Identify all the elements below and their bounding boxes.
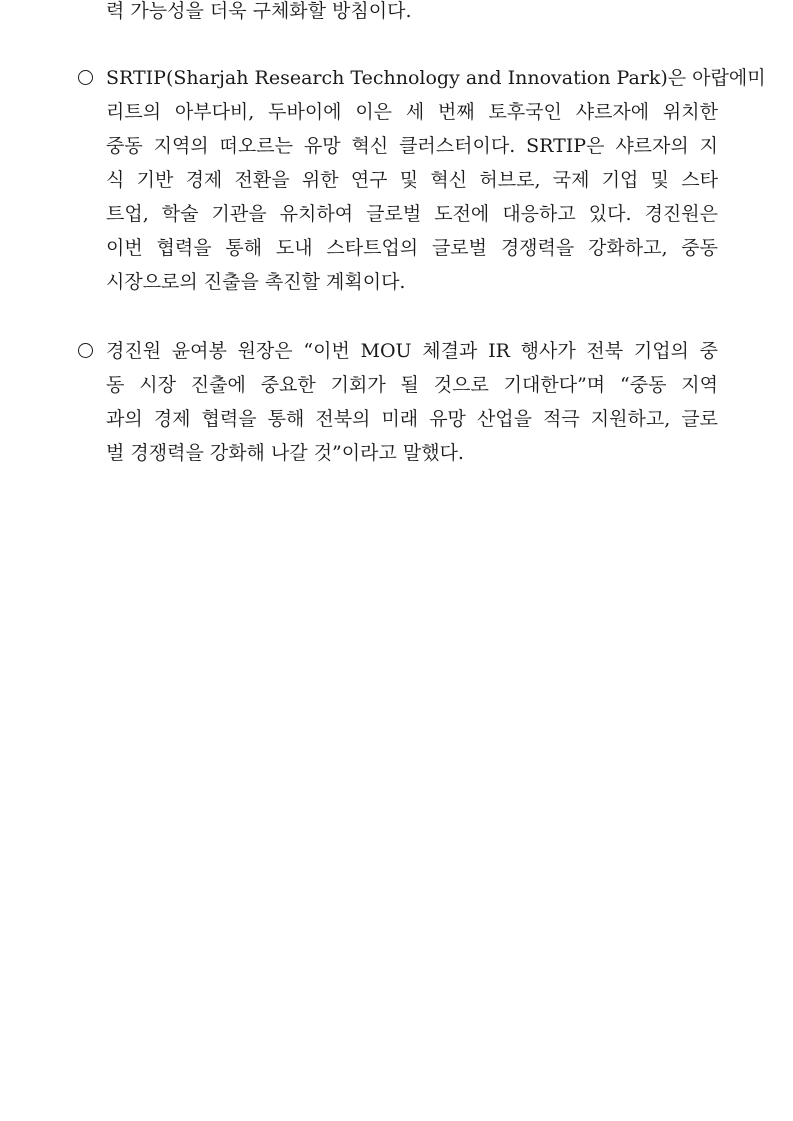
paragraph-2-line-3: 과의 경제 협력을 통해 전북의 미래 유망 산업을 적극 지원하고, 글로 [106, 408, 718, 430]
paragraph-1-line-7: 시장으로의 진출을 촉진할 계획이다. [106, 271, 406, 293]
continuation-line: 력 가능성을 더욱 구체화할 방침이다. [106, 0, 412, 22]
paragraph-1-line-1: SRTIP(Sharjah Research Technology and Innovation Park)은 아랍에미 [106, 67, 766, 89]
bullet-circle-icon [74, 334, 96, 368]
paragraph-2-line-1: 경진원 윤여봉 원장은 “이번 MOU 체결과 IR 행사가 전북 기업의 중 [106, 340, 718, 362]
bullet-circle-icon [74, 61, 96, 95]
paragraph-1-line-5: 트업, 학술 기관을 유치하여 글로벌 도전에 대응하고 있다. 경진원은 [106, 203, 718, 225]
paragraph-1-line-3: 중동 지역의 떠오르는 유망 혁신 클러스터이다. SRTIP은 샤르자의 지 [106, 135, 718, 157]
paragraph-1-line-2: 리트의 아부다비, 두바이에 이은 세 번째 토후국인 샤르자에 위치한 [106, 101, 718, 123]
paragraph-2-line-4: 벌 경쟁력을 강화해 나갈 것”이라고 말했다. [106, 442, 464, 464]
paragraph-1-line-6: 이번 협력을 통해 도내 스타트업의 글로벌 경쟁력을 강화하고, 중동 [106, 237, 718, 259]
paragraph-2-line-2: 동 시장 진출에 중요한 기회가 될 것으로 기대한다”며 “중동 지역 [106, 374, 718, 396]
paragraph-1-line-4: 식 기반 경제 전환을 위한 연구 및 혁신 허브로, 국제 기업 및 스타 [106, 169, 718, 191]
